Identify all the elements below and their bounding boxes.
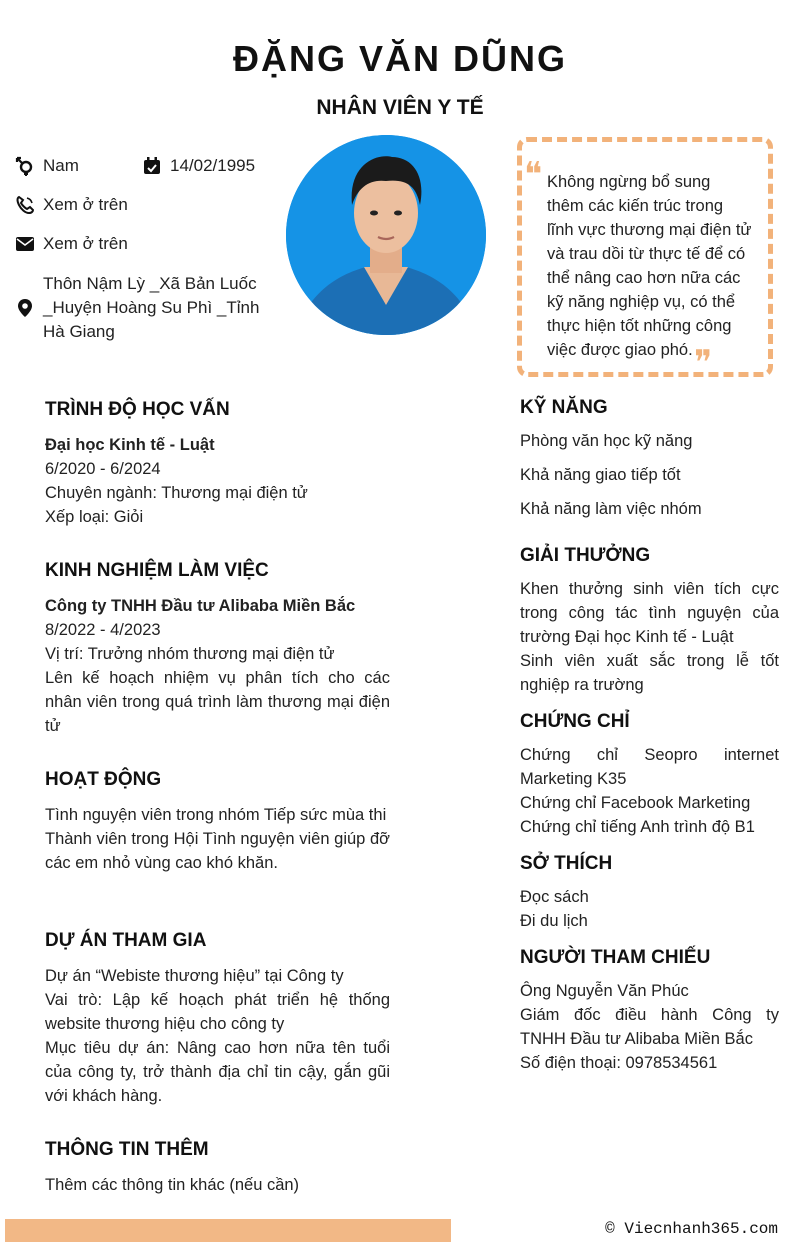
projects-section [45, 930, 390, 1108]
hobbies-section [520, 853, 779, 933]
objective-text [547, 170, 762, 362]
certificates-section [520, 711, 779, 839]
calendar-icon [142, 156, 162, 176]
objective-line: kỹ năng nghiệp vụ, có thể [547, 293, 736, 311]
email-text: Xem ở trên [43, 234, 128, 253]
address-line: Hà Giang [43, 322, 115, 341]
skills-section [520, 397, 779, 521]
skill-item: Khả năng làm việc nhóm [520, 500, 702, 518]
section-title: HOẠT ĐỘNG [45, 769, 162, 790]
hobby-item: Đi du lịch [520, 912, 588, 930]
extra-info-text: Thêm các thông tin khác (nếu cần) [45, 1176, 300, 1194]
section-title: GIẢI THƯỞNG [520, 545, 651, 566]
certificate-item: Chứng chỉ Facebook Marketing [520, 794, 751, 812]
certificate-item: Chứng chỉ Seopro internet Marketing K35 [520, 746, 779, 788]
section-title: KINH NGHIỆM LÀM VIỆC [45, 560, 269, 581]
job-title: NHÂN VIÊN Y TẾ [316, 96, 484, 119]
phone-text: Xem ở trên [43, 195, 128, 214]
experience-position: Vị trí: Trưởng nhóm thương mại điện tử [45, 645, 335, 663]
address-line: Thôn Nậm Lỳ _Xã Bản Luốc [43, 274, 257, 293]
objective-line: lĩnh vực thương mại điện tử [547, 221, 752, 239]
activities-section [45, 769, 390, 875]
objective-line: thể nâng cao hơn nữa các [547, 269, 741, 287]
section-title: SỞ THÍCH [520, 853, 613, 874]
experience-description: Lên kế hoạch nhiệm vụ phân tích cho các nhân viên trong quá trình làm thương mại điện tử [45, 669, 390, 735]
certificate-item: Chứng chỉ tiếng Anh trình độ B1 [520, 818, 755, 836]
reference-item: Ông Nguyễn Văn Phúc [520, 982, 689, 1000]
copyright-text: © Viecnhanh365.com [605, 1220, 778, 1238]
profile-photo [286, 135, 486, 335]
extra-info-section [45, 1139, 390, 1197]
education-section [45, 399, 390, 529]
open-quote-icon: ❝ [524, 155, 543, 195]
project-item: Dự án “Webiste thương hiệu” tại Công ty [45, 967, 344, 985]
awards-section [520, 545, 779, 697]
birthdate-text: 14/02/1995 [170, 156, 256, 175]
company-name: Công ty TNHH Đầu tư Alibaba Miền Bắc [45, 597, 356, 615]
close-quote-icon: ❞ [694, 343, 713, 383]
references-section [520, 947, 779, 1075]
hobby-item: Đọc sách [520, 888, 589, 906]
activity-item: Tình nguyện viên trong nhóm Tiếp sức mùa thi [45, 806, 387, 824]
address-text [43, 272, 259, 344]
gender-row [15, 156, 79, 176]
location-pin-icon [15, 298, 35, 318]
footer-accent-bar [5, 1219, 451, 1242]
education-period: 6/2020 - 6/2024 [45, 460, 161, 478]
objective-line: thực hiện tốt những công [547, 317, 732, 335]
award-item: Sinh viên xuất sắc trong lễ tốt nghiệp ra trường [520, 652, 779, 694]
skill-item: Khả năng giao tiếp tốt [520, 466, 681, 484]
email-row [15, 234, 128, 254]
project-item: Mục tiêu dự án: Nâng cao hơn nữa tên tuổi của công ty, trở thành địa chỉ tin cậy, gắn gũi với khách hàng. [45, 1039, 390, 1105]
objective-line: Không ngừng bổ sung [547, 173, 711, 191]
education-major: Chuyên ngành: Thương mại điện tử [45, 484, 308, 502]
gender-icon [15, 156, 35, 176]
address-row [15, 272, 259, 344]
reference-item: Giám đốc điều hành Công ty TNHH Đầu tư Alibaba Miền Bắc [520, 1006, 779, 1048]
section-title: NGƯỜI THAM CHIẾU [520, 947, 711, 968]
reference-item: Số điện thoại: 0978534561 [520, 1054, 718, 1072]
email-icon [15, 234, 35, 254]
gender-text: Nam [43, 156, 79, 175]
experience-period: 8/2022 - 4/2023 [45, 621, 161, 639]
objective-line: thêm các kiến trúc trong [547, 197, 724, 215]
section-title: DỰ ÁN THAM GIA [45, 930, 207, 951]
school-name: Đại học Kinh tế - Luật [45, 436, 215, 454]
section-title: CHỨNG CHỈ [520, 711, 630, 732]
objective-line: và trau dồi từ thực tế để có [547, 245, 746, 263]
objective-box [517, 137, 773, 383]
candidate-name: ĐẶNG VĂN DŨNG [232, 38, 567, 79]
avatar-illustration [286, 135, 486, 335]
section-title: THÔNG TIN THÊM [45, 1139, 209, 1160]
phone-row [15, 195, 128, 215]
birthdate-row [142, 156, 255, 176]
skill-item: Phòng văn học kỹ năng [520, 432, 693, 450]
section-title: KỸ NĂNG [520, 397, 608, 418]
activity-item: Thành viên trong Hội Tình nguyện viên giúp đỡ các em nhỏ vùng cao khó khăn. [45, 830, 390, 872]
objective-line: việc được giao phó. [547, 341, 693, 359]
education-grade: Xếp loại: Giỏi [45, 508, 144, 526]
experience-section [45, 560, 390, 738]
address-line: _Huyện Hoàng Su Phì _Tỉnh [43, 298, 260, 317]
award-item: Khen thưởng sinh viên tích cực trong công tác tình nguyện của trường Đại học Kinh tế - Luật [520, 580, 779, 646]
project-item: Vai trò: Lập kế hoạch phát triển hệ thống website thương hiệu cho công ty [45, 991, 390, 1033]
phone-icon [15, 195, 35, 215]
section-title: TRÌNH ĐỘ HỌC VẤN [45, 399, 230, 420]
